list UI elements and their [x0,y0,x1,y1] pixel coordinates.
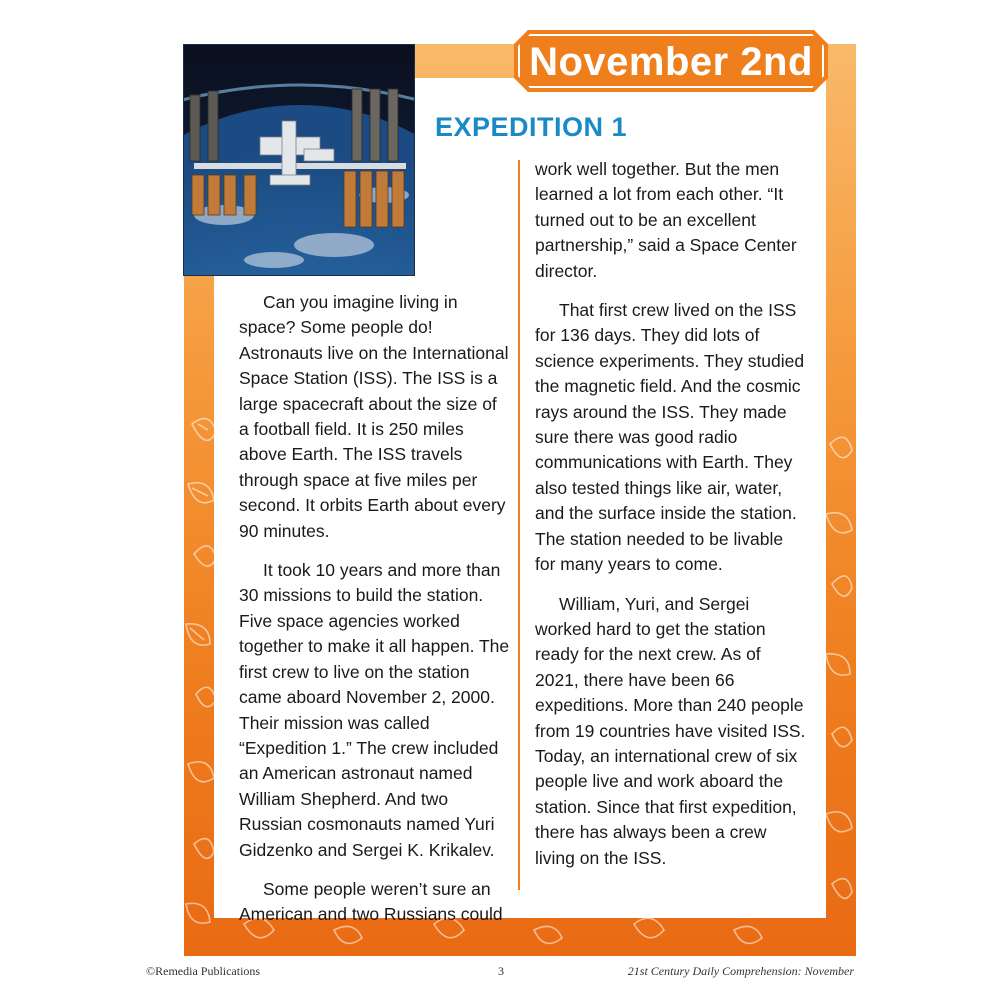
paragraph-2: It took 10 years and more than 30 missions to build the station. Five space agencies worked together to make it all happen. The first crew to live on the station came aboard November 2, 2000. Their mission was called “Expedition 1.” The crew included an American astronaut named William Shepherd. And two Russian cosmonauts named Yuri Gidzenko and Sergei K. Krikalev. [239,560,510,860]
paragraph-5: William, Yuri, and Sergei worked hard to get the station ready for the next crew. As of 2021, there have been 66 expeditions. More than 240 people from 19 countries have visited ISS. Today, an international crew of six people live and work aboard the station. Since that first expedition, there has always been a crew living on the ISS. [535,593,806,868]
paragraph-4: That first crew lived on the ISS for 136 days. They did lots of science experiments. They studied the magnetic field. And the cosmic rays around the ISS. They made sure there was good radio communications with Earth. They also tested things like air, water, and the surface inside the station. The station needed to be livable for many years to come. [535,300,805,575]
publisher-credit: ©Remedia Publications [146,964,261,978]
page-number: 3 [498,964,504,978]
date-title: November 2nd [529,40,813,84]
paragraph-1: Can you imagine living in space? Some people do! Astronauts live on the International Space Station (ISS). The ISS is a large spacecraft about the size of a football field. It is 250 miles above Earth. The ISS travels through space at five miles per second. It orbits Earth about every 90 minutes. [239,292,509,541]
paragraph-3: Some people weren’t sure an American and two Russians could [239,878,503,925]
article-column-2 [535,157,807,871]
book-title: 21st Century Daily Comprehension: November [627,964,854,978]
article-title: EXPEDITION 1 [435,112,628,142]
iss-photo [183,44,415,276]
article-column-1 [239,290,511,928]
iss-photo-icon [184,45,415,276]
column-divider [518,160,520,890]
paragraph-3-continued: work well together. But the men learned a lot from each other. “It turned out to be an excellent partnership,” said a Space Center director. [535,159,797,281]
